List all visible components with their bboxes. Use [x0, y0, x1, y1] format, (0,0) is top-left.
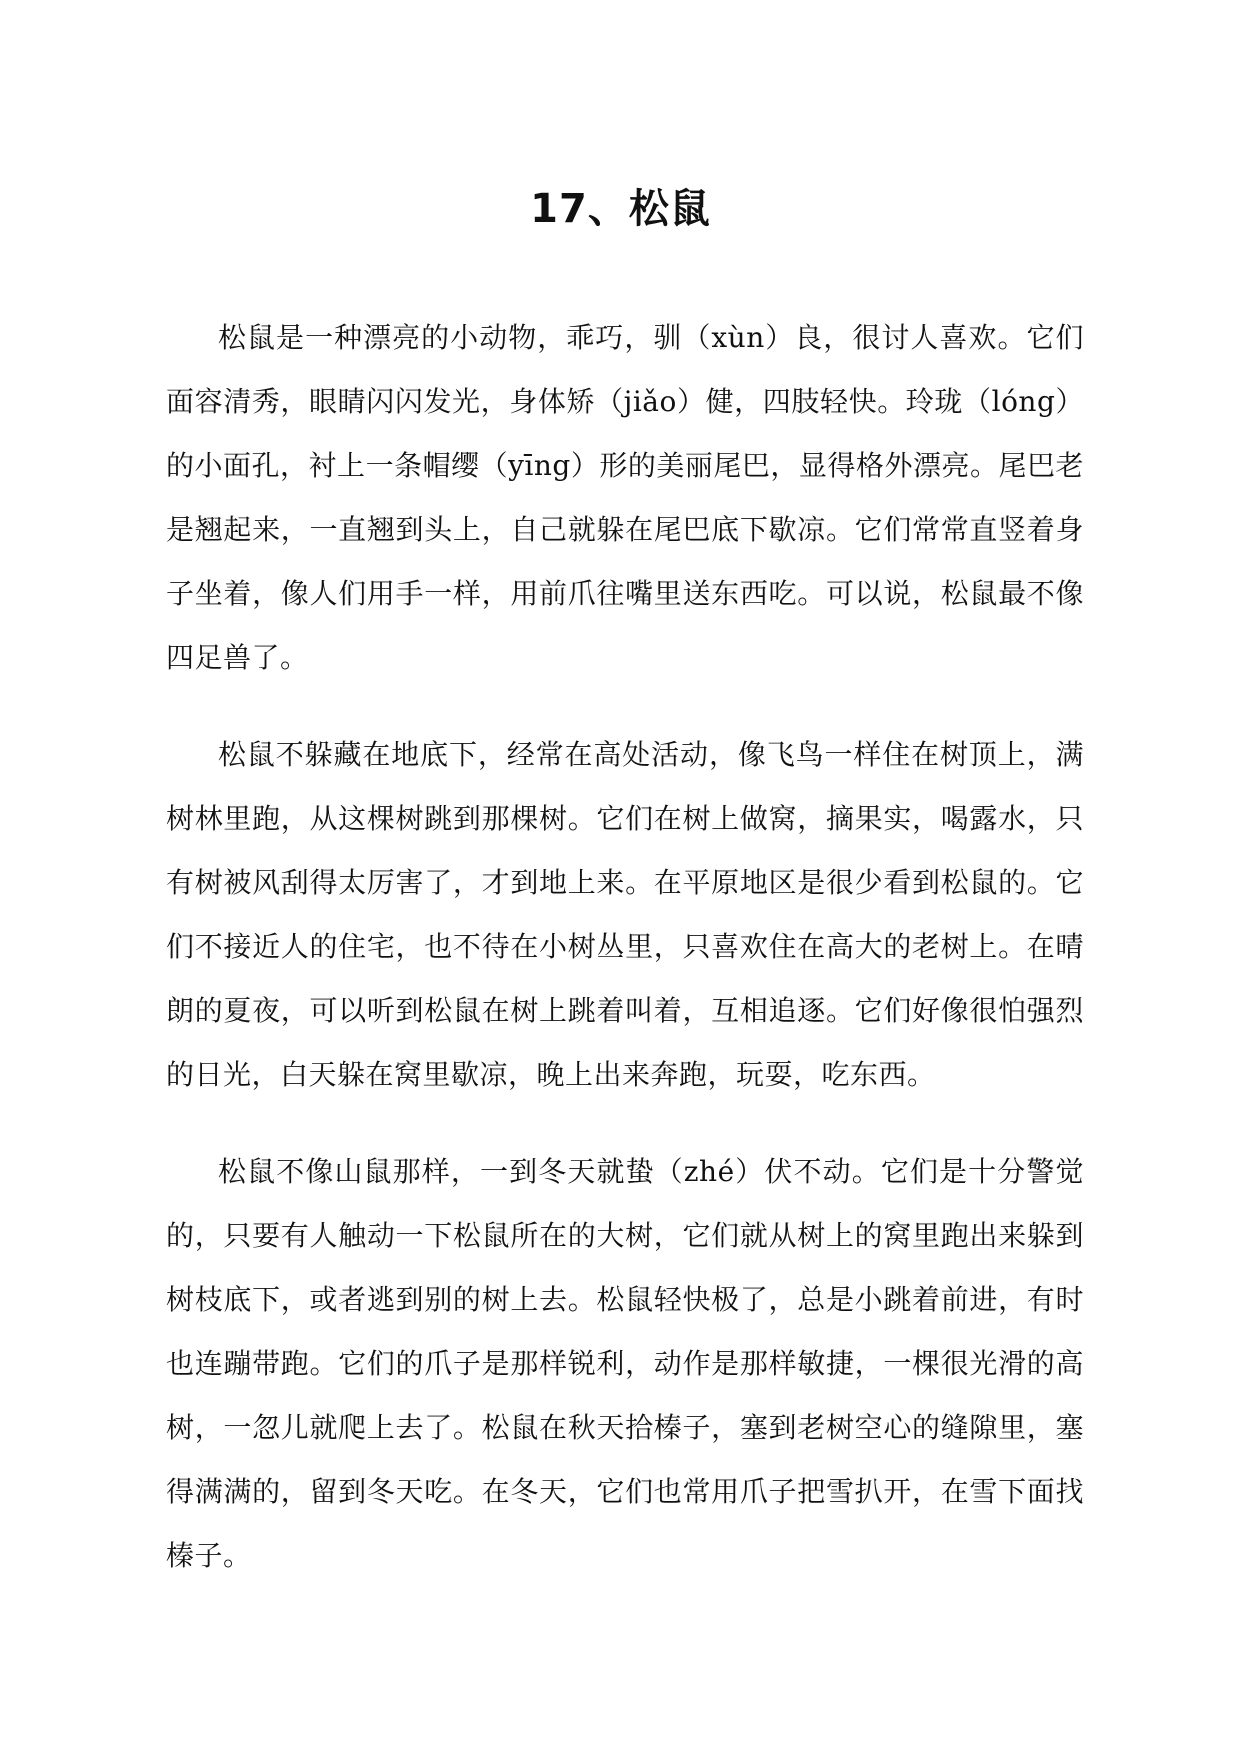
paragraph: 松鼠是一种漂亮的小动物，乖巧，驯（xùn）良，很讨人喜欢。它们面容清秀，眼睛闪闪发光，身体矫（jiǎo）健，四肢轻快。玲珑（lóng）的小面孔，衬上一条帽缨（yīng）形的美丽尾巴，显得格外漂亮。尾巴老是翘起来，一直翘到头上，自己就躲在尾巴底下歇凉。它们常常直竖着身子坐着，像人们用手一样，用前爪往嘴里送东西吃。可以说，松鼠最不像四足兽了。 [166, 321, 1084, 674]
paragraph: 松鼠不躲藏在地底下，经常在高处活动，像飞鸟一样住在树顶上，满树林里跑，从这棵树跳到那棵树。它们在树上做窝，摘果实，喝露水，只有树被风刮得太厉害了，才到地上来。在平原地区是很少看到松鼠的。它们不接近人的住宅，也不待在小树丛里，只喜欢住在高大的老树上。在晴朗的夏夜，可以听到松鼠在树上跳着叫着，互相追逐。它们好像很怕强烈的日光，白天躲在窝里歇凉，晚上出来奔跑，玩耍，吃东西。 [166, 738, 1084, 1091]
page-title: 17、松鼠 [530, 185, 711, 232]
paragraph: 松鼠不像山鼠那样，一到冬天就蛰（zhé）伏不动。它们是十分警觉的，只要有人触动一下松鼠所在的大树，它们就从树上的窝里跑出来躲到树枝底下，或者逃到别的树上去。松鼠轻快极了，总是小跳着前进，有时也连蹦带跑。它们的爪子是那样锐利，动作是那样敏捷，一棵很光滑的高树，一忽儿就爬上去了。松鼠在秋天拾榛子，塞到老树空心的缝隙里，塞得满满的，留到冬天吃。在冬天，它们也常用爪子把雪扒开，在雪下面找榛子。 [166, 1155, 1084, 1572]
article-body [166, 306, 1084, 1588]
